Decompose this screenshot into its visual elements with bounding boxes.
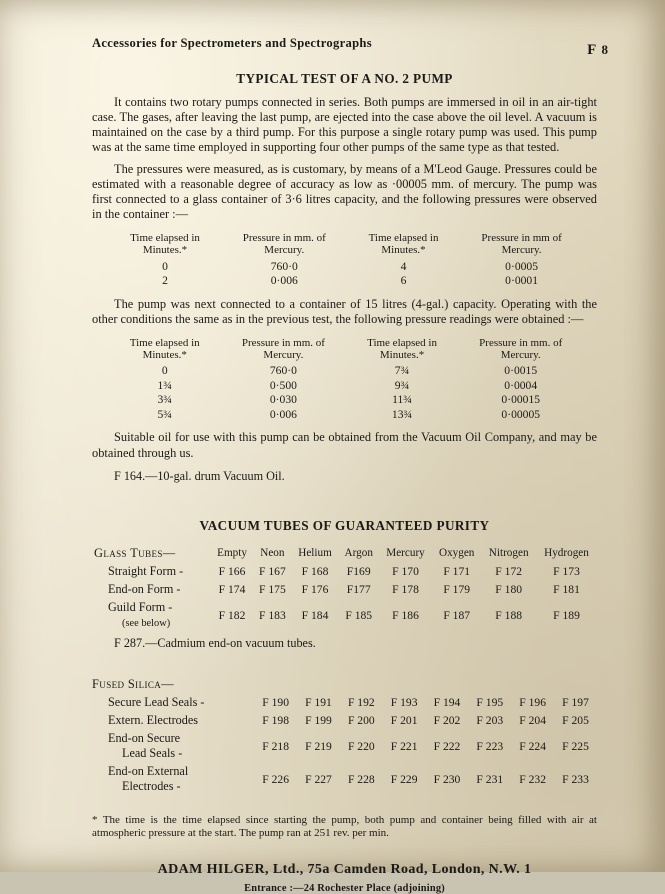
cell: F 191 (305, 696, 332, 710)
cell: F 173 (553, 565, 580, 579)
cell: F 190 (262, 696, 290, 710)
table-row (107, 393, 582, 407)
glass-tubes-table (92, 546, 597, 632)
cell: 0·0005 (505, 259, 539, 273)
gas-header-neon: Neon (260, 547, 285, 560)
cell: F 228 (347, 772, 375, 786)
catalog-title: VACUUM TUBES OF GUARANTEED PURITY (199, 517, 490, 533)
row-sublabel: Lead Seals (122, 746, 176, 761)
cell: 760·0 (269, 364, 297, 378)
paragraph-1: It contains two rotary pumps connected in series. Both pumps are immersed in oil in an air-tight case. The gases, after leaving the last pump, are ejected into the case above the oil level. A vacuum is maintained on the case by a third pump. For this purpose a single rotary pump was used. This pump was at the same time employed in supporting four other pumps of the same type as that tested. (92, 95, 597, 155)
cell: F 202 (433, 714, 461, 728)
fused-silica-table (92, 694, 597, 796)
table-row (92, 763, 597, 796)
cell: F 197 (562, 696, 589, 710)
gas-header-nitrogen: Nitrogen (488, 547, 529, 560)
section-title: TYPICAL TEST OF A NO. 2 PUMP (236, 71, 453, 86)
cell: F 200 (347, 714, 375, 728)
page-code-letter: F (587, 42, 598, 58)
table-row (92, 730, 597, 763)
table-header-row (107, 232, 582, 260)
cell: 13¾ (391, 407, 413, 421)
cell: F 187 (443, 608, 471, 622)
cell: F 201 (390, 714, 418, 728)
table-row (107, 379, 582, 393)
dash: - (179, 564, 184, 579)
cell: F 230 (433, 772, 461, 786)
col-pressure-1: Pressure in mm. of Mercury. (242, 232, 326, 257)
cell: F 168 (301, 565, 329, 579)
cell: F 193 (390, 696, 418, 710)
gas-header-oxygen: Oxygen (438, 547, 475, 560)
cell: 760·0 (270, 259, 298, 273)
table-row (107, 408, 582, 422)
col-time-1: Time elapsed in Minutes.* (129, 336, 200, 362)
cell: F 225 (562, 739, 589, 753)
row-label: End-on External Electrodes - (108, 764, 189, 794)
cell: F 174 (218, 583, 246, 597)
cell: 11¾ (392, 393, 412, 407)
cell: 6 (400, 274, 407, 288)
col-time-2: Time elapsed in Minutes.* (368, 232, 439, 257)
cell: 5¾ (157, 407, 172, 421)
cell: 0 (162, 259, 168, 273)
cell: 0·500 (269, 378, 297, 392)
page-footer (92, 862, 597, 894)
cell: F 226 (262, 772, 290, 786)
table-row (92, 712, 597, 730)
page-code-number: 8 (601, 42, 609, 57)
cell: 0·0001 (505, 274, 539, 288)
paragraph-2: The pressures were measured, as is customary, by means of a M'Leod Gauge. Pressures could be estimated with a reasonable degree of accuracy as low as ·00005 mm. of mercury. The pump was first connected to a glass container of 3·6 litres capacity, and the following pressures were observed in the container :— (92, 161, 597, 221)
row-label: End-on Secure Lead Seals - (108, 731, 183, 761)
row-label: Secure Lead Seals - (108, 695, 205, 710)
row-sublabel: (see below) (122, 618, 171, 630)
oil-catalog-item: F 164.—10-gal. drum Vacuum Oil. (114, 468, 285, 483)
col-time-1: Time elapsed in Minutes.* (130, 232, 200, 257)
table-row (107, 260, 582, 274)
dash: - (176, 582, 181, 597)
cell: F 199 (305, 714, 332, 728)
cell: 0·00015 (501, 393, 541, 407)
row-label: End-on Form - (108, 582, 181, 597)
cell: F 175 (259, 583, 286, 597)
cell: F 198 (262, 714, 290, 728)
cell: 0·006 (270, 274, 298, 288)
col-time-2: Time elapsed in Minutes.* (367, 336, 437, 362)
cell: 0 (161, 364, 168, 378)
table-row (92, 563, 597, 581)
col-pressure-2: Pressure in mm. of Mercury. (479, 336, 563, 362)
col-pressure-2: Pressure in mm of Mercury. (481, 232, 562, 257)
cell: 3¾ (157, 393, 172, 407)
page-code (587, 42, 609, 59)
cell: F 186 (392, 608, 419, 622)
gas-header-mercury: Mercury (386, 547, 425, 560)
cell: 7¾ (394, 364, 410, 378)
cell: F169 (346, 565, 371, 579)
cell: F 189 (553, 608, 580, 622)
page-content (92, 36, 609, 894)
cell: F 221 (390, 739, 418, 753)
cell: F 167 (259, 565, 286, 579)
test-table-2 (107, 337, 582, 423)
cell: 0·0015 (504, 364, 538, 378)
row-sublabel: Electrodes (122, 779, 174, 794)
cell: F 180 (495, 583, 523, 597)
dash: - (176, 779, 181, 794)
fused-silica-section-label: Fused Silica— (92, 676, 174, 691)
cell: 1¾ (157, 378, 172, 392)
row-label: Extern. Electrodes (108, 713, 199, 728)
table-row (107, 274, 582, 288)
cell: F 181 (553, 583, 580, 597)
cell: 9¾ (394, 378, 410, 392)
cell: F 227 (305, 772, 332, 786)
table-row (92, 694, 597, 712)
cadmium-catalog-item: F 287.—Cadmium end-on vacuum tubes. (114, 635, 316, 650)
cell: F 220 (347, 739, 375, 753)
cell: F 184 (301, 608, 329, 622)
cell: F 166 (218, 565, 246, 579)
row-label: Guild Form - (see below) (108, 600, 173, 630)
cell: F 229 (390, 772, 418, 786)
cell: F 182 (218, 608, 246, 622)
paragraph-3: The pump was next connected to a container of 15 litres (4-gal.) capacity. Operating with the other conditions the same as in the previous test, the following pressure readings were obtained :— (92, 296, 597, 326)
catalog-header-row (92, 546, 597, 563)
cell: F 185 (345, 608, 373, 622)
cell: F 219 (305, 739, 332, 753)
table-row (107, 364, 582, 378)
dash: - (168, 600, 173, 615)
cell: 4 (400, 259, 407, 273)
cell: F 222 (433, 739, 461, 753)
cell: F 205 (562, 714, 589, 728)
cell: F 204 (519, 714, 546, 728)
glass-tubes-section-label: Glass Tubes— (94, 545, 176, 560)
cell: F 172 (495, 565, 523, 579)
row-label: Straight Form - (108, 564, 184, 579)
cell: F 192 (347, 696, 375, 710)
cell: F 203 (476, 714, 504, 728)
table-header-row (107, 337, 582, 365)
cell: F 171 (443, 565, 471, 579)
company-address: ADAM HILGER, Ltd., 75a Camden Road, London, N.W. 1 (157, 862, 532, 878)
cell: 0·00005 (501, 407, 541, 421)
cell: F177 (346, 583, 371, 597)
entrance-note: Entrance :—24 Rochester Place (adjoining) (244, 883, 445, 894)
cell: F 195 (476, 696, 504, 710)
gas-header-argon: Argon (344, 547, 373, 560)
cell: F 194 (433, 696, 461, 710)
cell: F 183 (259, 608, 286, 622)
cell: F 196 (519, 696, 546, 710)
table-row (92, 599, 597, 632)
cell: F 232 (519, 772, 546, 786)
cell: F 218 (262, 739, 290, 753)
cell: F 179 (443, 583, 471, 597)
cell: F 224 (519, 739, 546, 753)
cell: 2 (162, 274, 168, 288)
footnote: * The time is the time elapsed since starting the pump, both pump and container being filled with air at atmospheric pressure at the start. The pump ran at 251 rev. per min. (92, 813, 597, 839)
cell: F 231 (476, 772, 504, 786)
test-table-1 (107, 232, 582, 289)
gas-header-helium: Helium (298, 547, 332, 560)
cell: 0·030 (269, 393, 297, 407)
gas-header-empty: Empty (217, 547, 247, 560)
cell: 0·0004 (504, 378, 538, 392)
cell: F 188 (495, 608, 523, 622)
col-pressure-1: Pressure in mm. of Mercury. (241, 336, 325, 362)
cell: F 223 (476, 739, 504, 753)
cell: 0·006 (269, 407, 297, 421)
cell: F 176 (301, 583, 329, 597)
dash: - (178, 746, 183, 761)
running-header-title: Accessories for Spectrometers and Spectrographs (92, 36, 372, 50)
running-header (92, 36, 609, 58)
paragraph-4: Suitable oil for use with this pump can be obtained from the Vacuum Oil Company, and may be obtained through us. (92, 430, 597, 460)
gas-header-hydrogen: Hydrogen (544, 547, 589, 560)
table-row (92, 581, 597, 599)
dash: - (200, 695, 205, 710)
cell: F 178 (392, 583, 419, 597)
cell: F 233 (562, 772, 589, 786)
cell: F 170 (392, 565, 419, 579)
